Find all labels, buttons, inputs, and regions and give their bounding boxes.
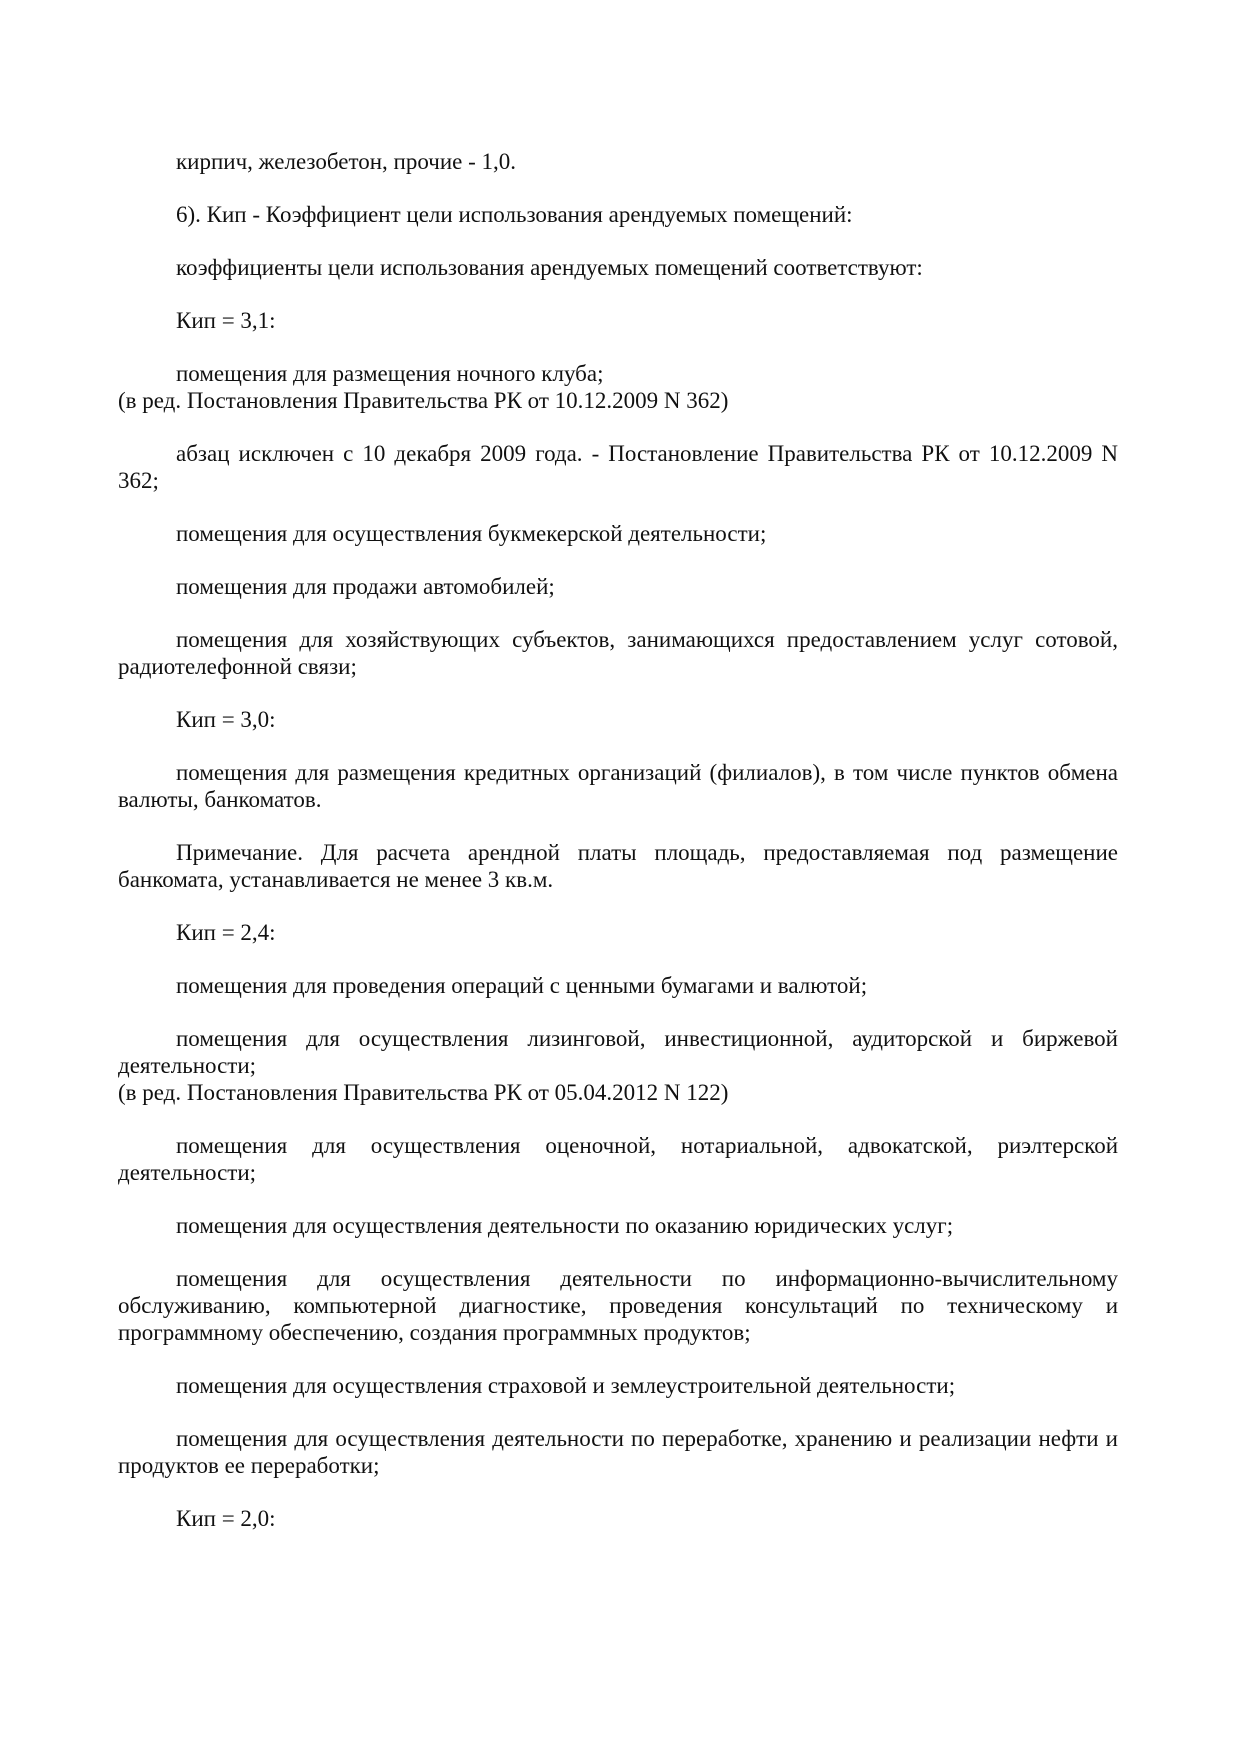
list-item-legal-services: помещения для осуществления деятельности по оказанию юридических услуг; <box>176 1213 954 1238</box>
list-item-securities-operations: помещения для проведения операций с ценными бумагами и валютой; <box>176 973 868 998</box>
amendment-note-2009: (в ред. Постановления Правительства РК от 10.12.2009 N 362) <box>118 388 729 413</box>
list-item-night-club: помещения для размещения ночного клуба; <box>176 361 604 386</box>
list-item-leasing-investment: помещения для осуществления лизинговой, инвестиционной, аудиторской и биржевой деятельности; <box>118 1026 1118 1078</box>
coefficient-label-3-0: Кип = 3,0: <box>176 707 276 732</box>
paragraph-section-6-heading: 6). Кип - Коэффициент цели использования арендуемых помещений: <box>176 202 853 227</box>
paragraph-excluded-clause: абзац исключен с 10 декабря 2009 года. - Постановление Правительства РК от 10.12.2009 N 362; <box>118 441 1118 493</box>
paragraph-coefficients-intro: коэффициенты цели использования арендуемых помещений соответствуют: <box>176 255 923 280</box>
document-body <box>118 148 1118 1532</box>
coefficient-label-2-0: Кип = 2,0: <box>176 1506 276 1531</box>
list-item-insurance-land: помещения для осуществления страховой и землеустроительной деятельности; <box>176 1373 956 1398</box>
list-item-car-sales: помещения для продажи автомобилей; <box>176 574 555 599</box>
paragraph-atm-note: Примечание. Для расчета арендной платы площадь, предоставляемая под размещение банкомата, устанавливается не менее 3 кв.м. <box>118 840 1118 892</box>
list-item-cellular-services: помещения для хозяйствующих субъектов, занимающихся предоставлением услуг сотовой, радиотелефонной связи; <box>118 627 1118 679</box>
amendment-note-2012: (в ред. Постановления Правительства РК от 05.04.2012 N 122) <box>118 1080 729 1105</box>
coefficient-label-3-1: Кип = 3,1: <box>176 308 276 333</box>
coefficient-label-2-4: Кип = 2,4: <box>176 920 276 945</box>
list-item-appraisal-notary: помещения для осуществления оценочной, нотариальной, адвокатской, риэлтерской деятельности; <box>118 1133 1118 1185</box>
list-item-it-services: помещения для осуществления деятельности по информационно-вычислительному обслуживанию, компьютерной диагностике, проведения консультаций по техническому и программному обеспечению, создания программных продуктов; <box>118 1266 1118 1345</box>
list-item-oil-processing: помещения для осуществления деятельности по переработке, хранению и реализации нефти и продуктов ее переработки; <box>118 1426 1118 1478</box>
list-item-bookmaker: помещения для осуществления букмекерской деятельности; <box>176 521 767 546</box>
paragraph-materials-coefficient: кирпич, железобетон, прочие - 1,0. <box>176 149 517 174</box>
list-item-credit-organizations: помещения для размещения кредитных организаций (филиалов), в том числе пунктов обмена валюты, банкоматов. <box>118 760 1118 812</box>
